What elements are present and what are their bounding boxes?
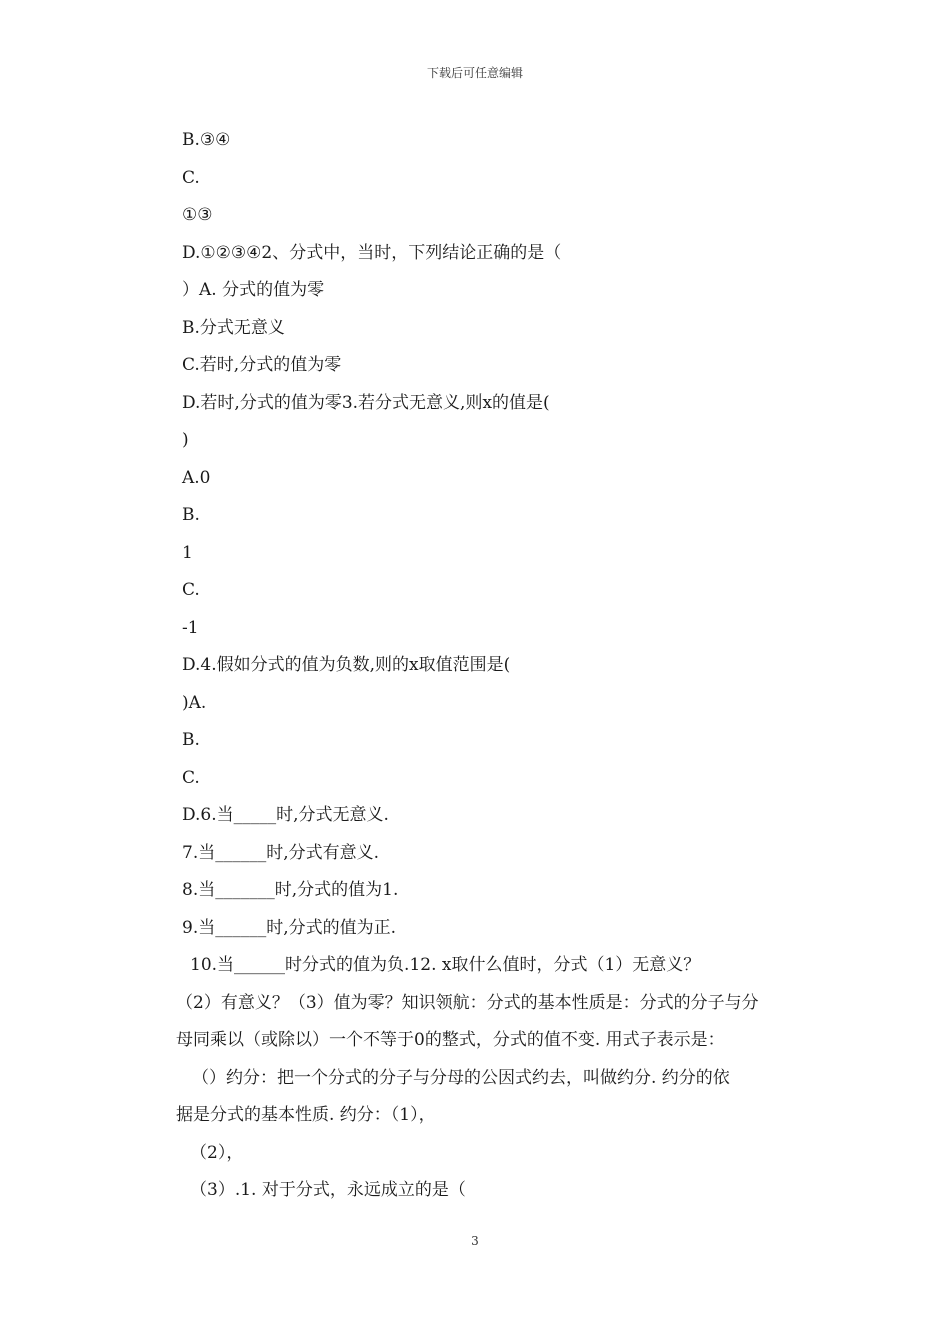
text-line: D.4.假如分式的值为负数,则的x取值范围是( (182, 655, 511, 675)
text-line: ）A. 分式的值为零 (182, 280, 325, 300)
text-line: B. (182, 505, 200, 525)
text-line: 母同乘以（或除以）一个不等于0的整式，分式的值不变. 用式子表示是： (176, 1030, 725, 1050)
text-line: （2）， (190, 1142, 244, 1163)
text-line: 据是分式的基本性质. 约分：（1）， (176, 1105, 436, 1125)
text-line: A.0 (182, 467, 211, 488)
page-number: 3 (471, 1234, 479, 1248)
text-line: D.6.当_____时,分式无意义. (182, 805, 389, 825)
text-line: D.①②③④2、分式中，当时，下列结论正确的是（ (182, 242, 562, 263)
text-line: D.若时,分式的值为零3.若分式无意义,则x的值是( (182, 392, 550, 413)
text-line: 9.当______时,分式的值为正. (182, 917, 397, 938)
text-line: （）约分：把一个分式的分子与分母的公因式约去，叫做约分. 约分的依 (192, 1067, 730, 1088)
text-line: C. (182, 167, 200, 188)
text-line: 10.当______时分式的值为负.12. x取什么值时，分式（1）无意义？ (190, 955, 701, 975)
text-line: ①③ (182, 205, 213, 225)
document-body (176, 122, 812, 1210)
text-line: C. (182, 580, 200, 600)
text-line: -1 (182, 617, 199, 638)
page-header: 下载后可任意编辑 (426, 66, 523, 80)
text-line: 8.当_______时,分式的值为1. (182, 880, 399, 900)
text-line: B. (182, 730, 200, 750)
text-line: （2）有意义？（3）值为零？知识领航：分式的基本性质是：分式的分子与分 (176, 992, 759, 1013)
text-line: C. (182, 767, 200, 788)
text-line: C.若时,分式的值为零 (182, 355, 342, 375)
text-line: B.分式无意义 (182, 317, 285, 338)
text-line: 7.当______时,分式有意义. (182, 842, 380, 863)
text-line: )A. (182, 692, 207, 713)
text-line: B.③④ (182, 130, 231, 150)
text-line: ) (182, 430, 189, 450)
text-line: （3）.1. 对于分式，永远成立的是（ (190, 1180, 466, 1200)
text-line: 1 (182, 542, 193, 563)
